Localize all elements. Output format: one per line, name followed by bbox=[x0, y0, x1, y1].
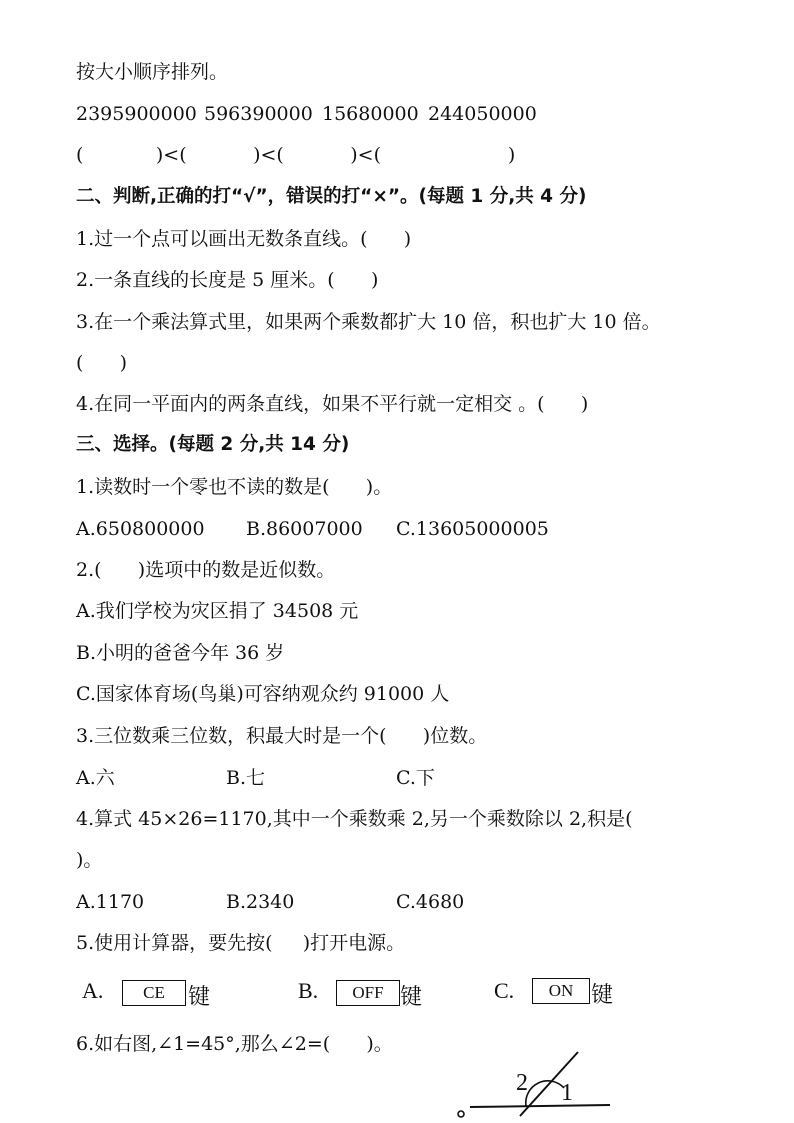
q5-off-key[interactable]: OFF bbox=[336, 980, 400, 1006]
q1-option-a[interactable]: A.650800000 bbox=[76, 518, 205, 540]
q1-option-b[interactable]: B.86007000 bbox=[246, 518, 363, 540]
sort-number-2: 596390000 bbox=[204, 103, 313, 125]
q3-option-b[interactable]: B.七 bbox=[226, 767, 266, 789]
q5-option-b-label: B. bbox=[298, 978, 319, 1003]
q5-option-b-suffix: 键 bbox=[400, 985, 423, 1010]
q4-text-end[interactable]: )。 bbox=[76, 849, 103, 871]
q2-option-b[interactable]: B.小明的爸爸今年 36 岁 bbox=[76, 642, 285, 664]
angle-figure bbox=[450, 1048, 630, 1123]
q3-text: 3.三位数乘三位数，积最大时是一个( )位数。 bbox=[76, 725, 488, 747]
judge-item-4: 4.在同一平面内的两条直线，如果不平行就一定相交 。( ) bbox=[76, 393, 589, 415]
sort-number-3: 15680000 bbox=[322, 103, 419, 125]
horizontal-line bbox=[470, 1105, 610, 1107]
q3-option-c[interactable]: C.下 bbox=[396, 767, 435, 789]
angle-1-label: 1 bbox=[561, 1080, 573, 1106]
judge-item-1: 1.过一个点可以画出无数条直线。( ) bbox=[76, 228, 412, 250]
judge-section-title: 二、判断,正确的打“√”，错误的打“×”。(每题 1 分,共 4 分) bbox=[76, 186, 587, 207]
judge-item-3-blank[interactable]: ( ) bbox=[76, 352, 128, 374]
q2-option-a[interactable]: A.我们学校为灾区捐了 34508 元 bbox=[76, 600, 359, 622]
q5-option-a-label: A. bbox=[82, 978, 104, 1003]
q4-option-b[interactable]: B.2340 bbox=[226, 891, 295, 913]
q2-text: 2.( )选项中的数是近似数。 bbox=[76, 559, 336, 581]
choice-section-title: 三、选择。(每题 2 分,共 14 分) bbox=[76, 434, 350, 455]
q5-on-key[interactable]: ON bbox=[532, 978, 590, 1004]
q2-option-c[interactable]: C.国家体育场(鸟巢)可容纳观众约 91000 人 bbox=[76, 683, 450, 705]
q6-text: 6.如右图,∠1=45°,那么∠2=( )。 bbox=[76, 1033, 393, 1055]
q4-option-a[interactable]: A.1170 bbox=[76, 891, 145, 913]
angle-2-label: 2 bbox=[516, 1070, 528, 1096]
q1-option-c[interactable]: C.13605000005 bbox=[396, 518, 549, 540]
q4-text: 4.算式 45×26=1170,其中一个乘数乘 2,另一个乘数除以 2,积是( bbox=[76, 808, 633, 830]
judge-item-2: 2.一条直线的长度是 5 厘米。( ) bbox=[76, 269, 379, 291]
figure-dot bbox=[458, 1111, 464, 1117]
sort-instruction: 按大小顺序排列。 bbox=[76, 61, 229, 83]
sort-number-4: 244050000 bbox=[428, 103, 537, 125]
q5-text: 5.使用计算器，要先按( )打开电源。 bbox=[76, 932, 406, 954]
q5-option-c-suffix: 键 bbox=[591, 983, 614, 1008]
sort-blanks[interactable]: ( )<( )<( )<( ) bbox=[76, 144, 516, 166]
q4-option-c[interactable]: C.4680 bbox=[396, 891, 465, 913]
judge-item-3: 3.在一个乘法算式里，如果两个乘数都扩大 10 倍，积也扩大 10 倍。 bbox=[76, 311, 661, 333]
q5-option-c-label: C. bbox=[494, 978, 515, 1003]
q5-option-a-suffix: 键 bbox=[188, 985, 211, 1010]
sort-number-1: 2395900000 bbox=[76, 103, 197, 125]
q5-ce-key[interactable]: CE bbox=[122, 980, 186, 1006]
q1-text: 1.读数时一个零也不读的数是( )。 bbox=[76, 476, 393, 498]
q3-option-a[interactable]: A.六 bbox=[76, 767, 115, 789]
